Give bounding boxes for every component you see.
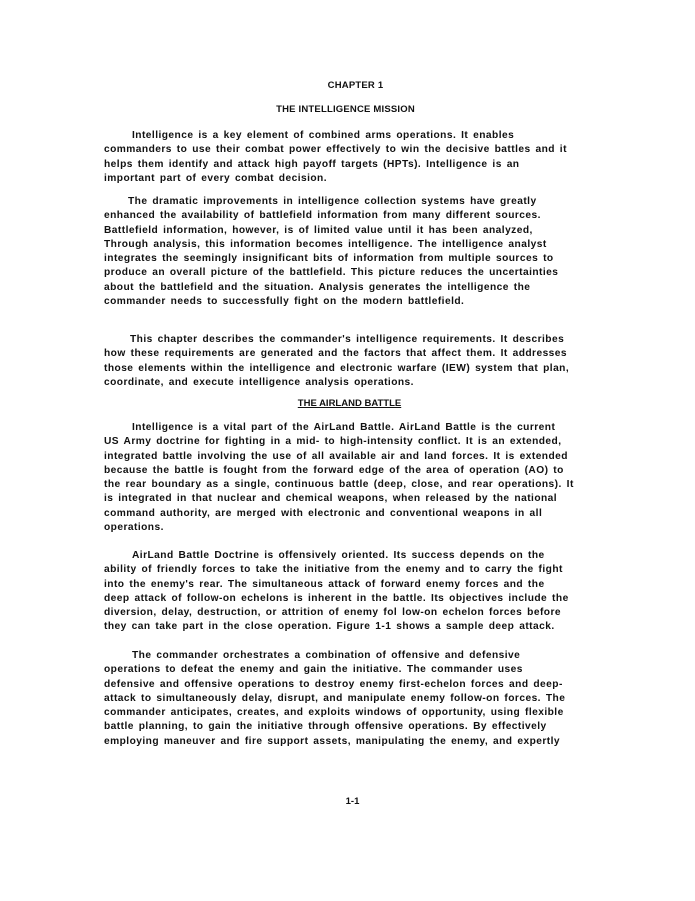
page-number: 1-1	[345, 796, 360, 807]
intro-paragraph-2: The dramatic improvements in intelligence collection systems have greatly enhanced the availability of battlefield information from many different sources. Battlefield information, however, is of limited value until it has been analyzed, Through analysis, this information becomes intelligence. The intelligence analyst integrates the seemingly insignificant bits of information from multiple sources to produce an overall picture of the battlefield. This picture reduces the uncertainties about the battlefield and the situation. Analysis generates the intelligence the commander needs to successfully fight on the modern battlefield.	[104, 196, 559, 308]
chapter-label: CHAPTER 1	[327, 80, 384, 91]
chapter-title: THE INTELLIGENCE MISSION	[276, 104, 415, 115]
section-heading: THE AIRLAND BATTLE	[297, 398, 402, 409]
section-paragraph-2: AirLand Battle Doctrine is offensively oriented. Its success depends on the ability of friendly forces to take the initiative from the enemy and to carry the fight into the enemy's rear. The simultaneous attack of forward enemy forces and the deep attack of follow-on echelons is inherent in the battle. Its objectives include the diversion, delay, destruction, or attrition of enemy fol low-on echelon forces before they can take part in the close operation. Figure 1-1 shows a sample deep attack.	[104, 550, 569, 633]
intro-paragraph-1: Intelligence is a key element of combined arms operations. It enables commanders to use their combat power effectively to win the decisive battles and it helps them identify and attack high payoff targets (HPTs). Intelligence is an important part of every combat decision.	[104, 130, 567, 184]
section-paragraph-3: The commander orchestrates a combination of offensive and defensive operations to defeat the enemy and gain the initiative. The commander uses defensive and offensive operations to destroy enemy first-echelon forces and deep-attack to simultaneously delay, disrupt, and manipulate enemy follow-on forces. The commander anticipates, creates, and exploits windows of opportunity, using flexible battle planning, to gain the initiative through offensive operations. By effectively employing maneuver and fire support assets, manipulating the enemy, and expertly	[104, 650, 566, 747]
section-paragraph-1: Intelligence is a vital part of the AirLand Battle. AirLand Battle is the current US Army doctrine for fighting in a mid- to high-intensity conflict. It is an extended, integrated battle involving the use of all available air and land forces. It is extended because the battle is fought from the forward edge of the area of operation (AO) to the rear boundary as a single, continuous battle (deep, close, and rear operations). It is integrated in that nuclear and chemical weapons, when released by the national command authority, are merged with electronic and conventional weapons in all operations.	[104, 422, 574, 534]
intro-paragraph-3: This chapter describes the commander's intelligence requirements. It describes how these requirements are generated and the factors that affect them. It addresses those elements within the intelligence and electronic warfare (IEW) system that plan, coordinate, and execute intelligence analysis operations.	[104, 334, 570, 388]
